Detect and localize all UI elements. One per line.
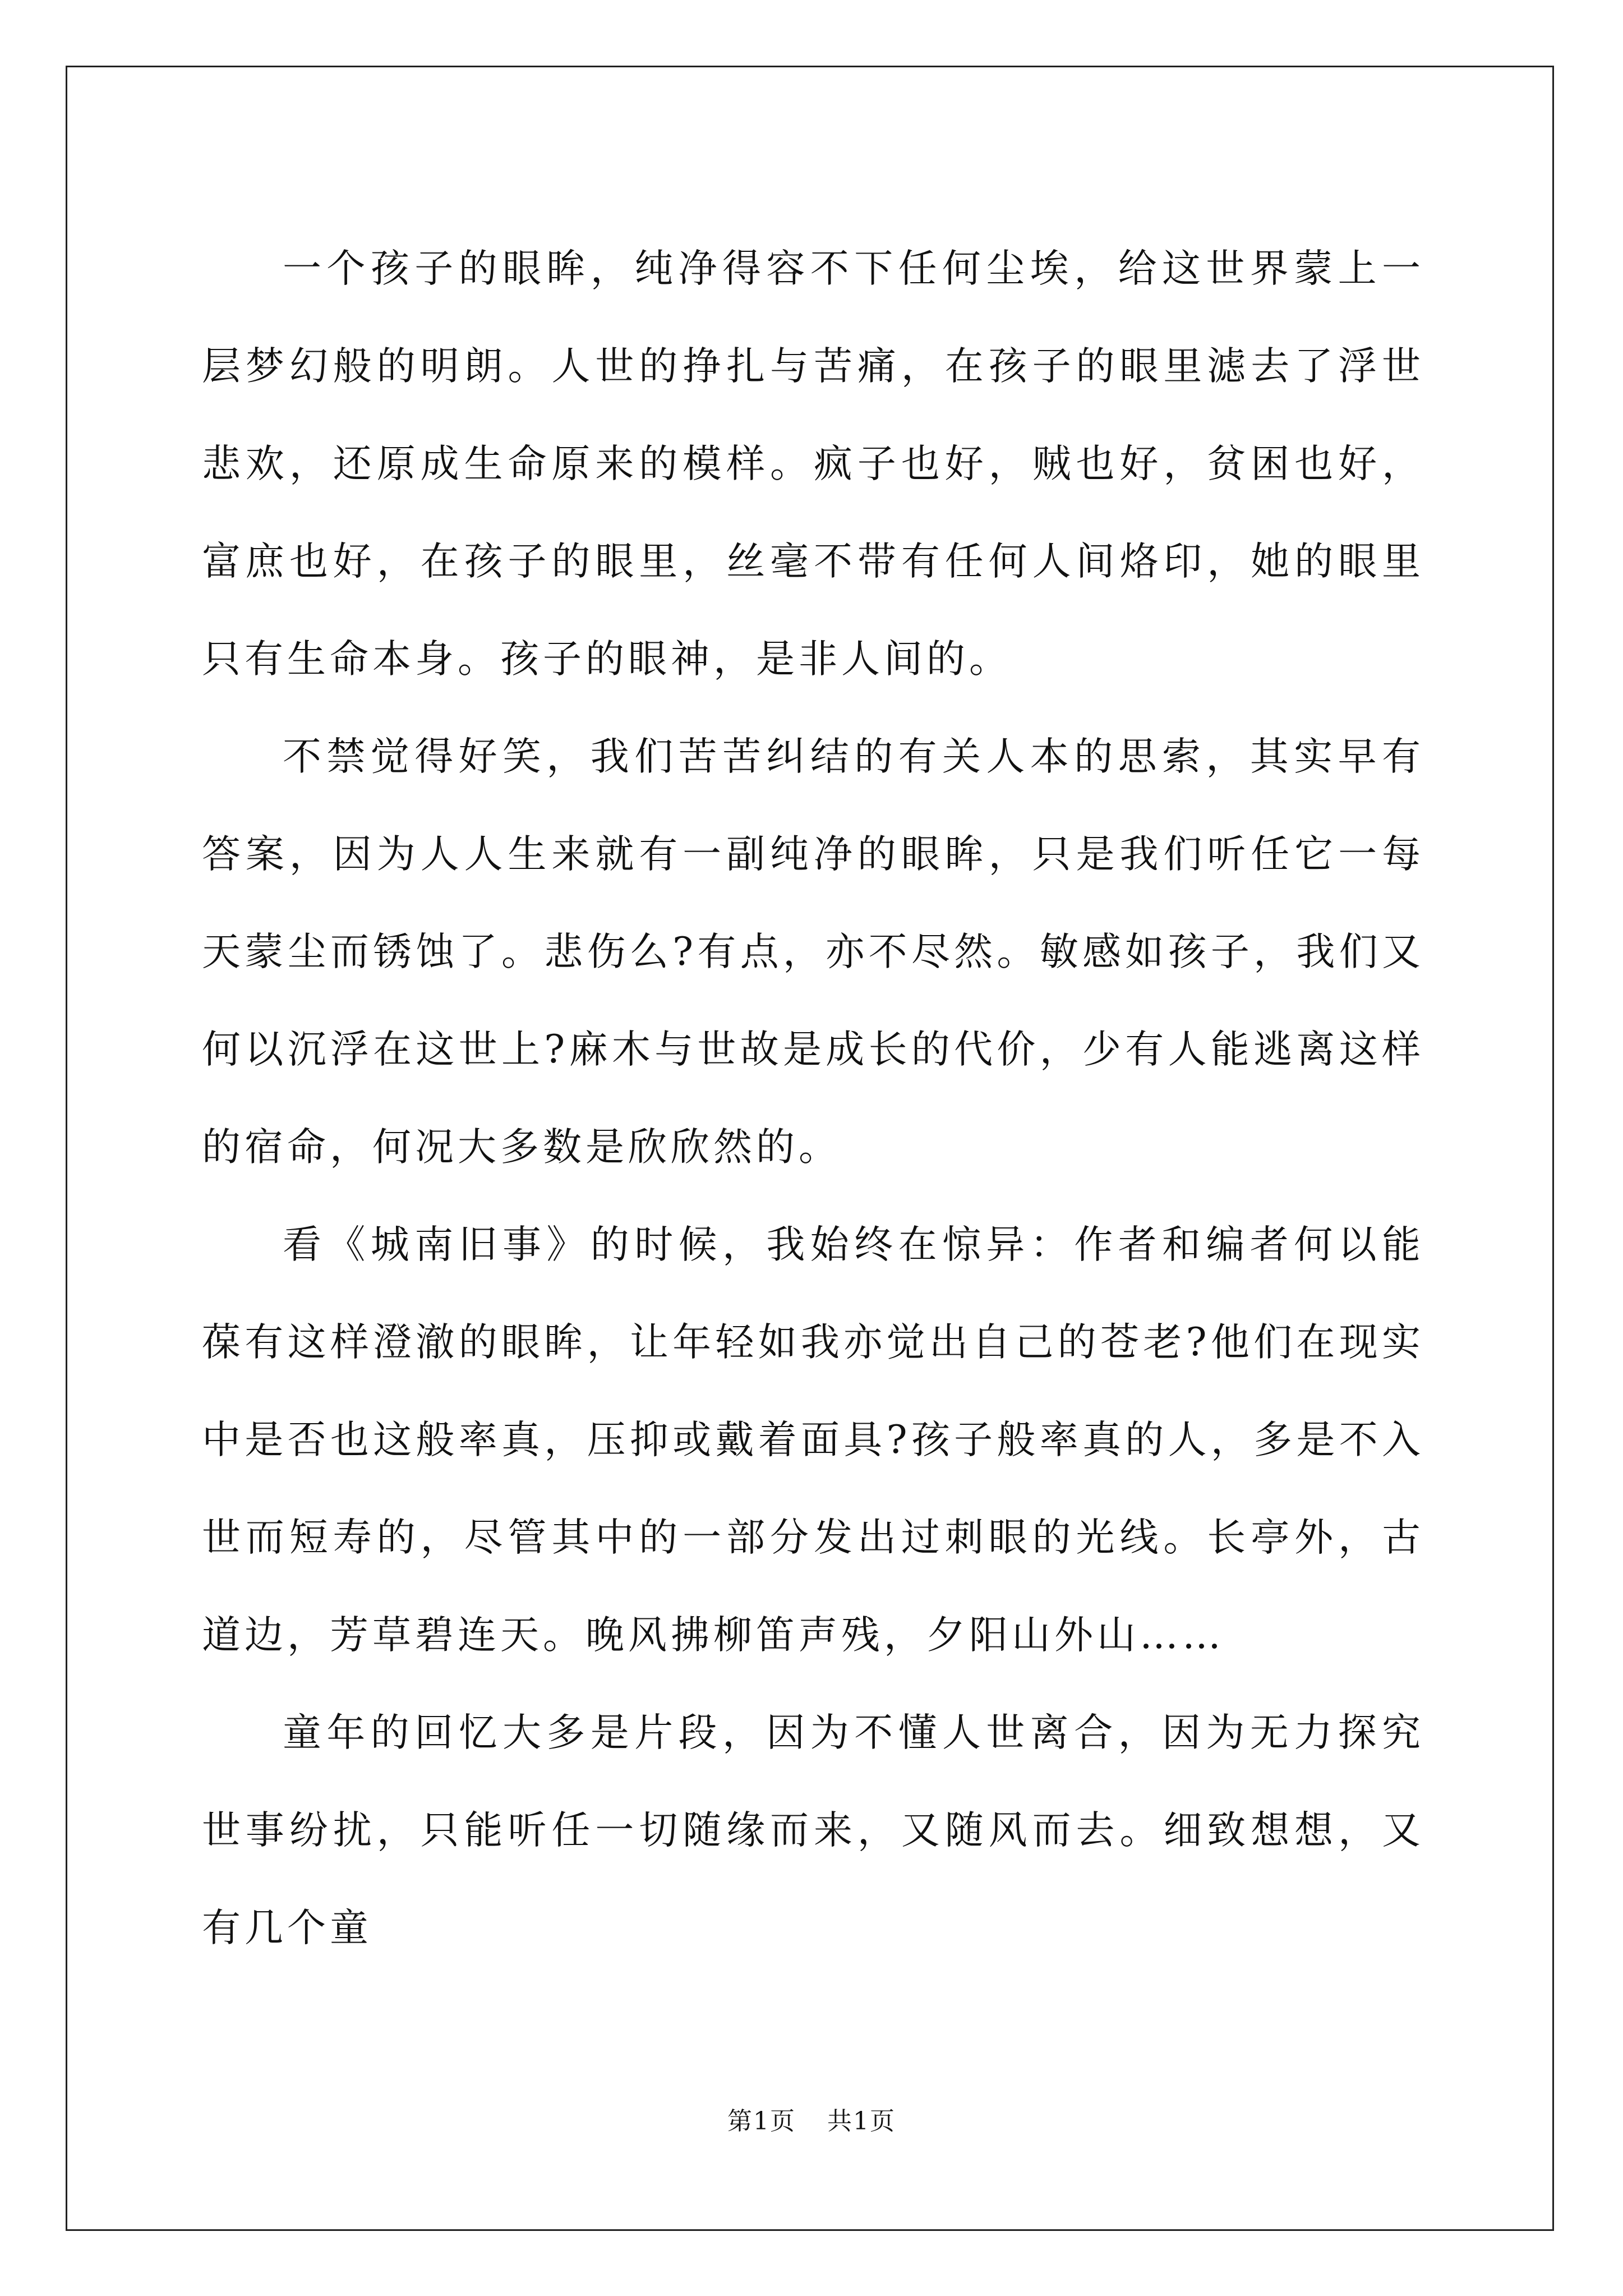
paragraph: 不禁觉得好笑，我们苦苦纠结的有关人本的思索，其实早有答案，因为人人生来就有一副纯净的眼眸，只是我们听任它一每天蒙尘而锈蚀了。悲伤么?有点，亦不尽然。敏感如孩子，我们又何以沉浮在这世上?麻木与世故是成长的代价，少有人能逃离这样的宿命，何况大多数是欣欣然的。 <box>202 734 1424 1170</box>
page-total: 共1页 <box>827 2107 896 2136</box>
paragraph: 看《城南旧事》的时候，我始终在惊异：作者和编者何以能葆有这样澄澈的眼眸，让年轻如我亦觉出自己的苍老?他们在现实中是否也这般率真，压抑或戴着面具?孩子般率真的人，多是不入世而短寿的，尽管其中的一部分发出过刺眼的光线。长亭外，古道边，芳草碧连天。晚风拂柳笛声残，夕阳山外山…… <box>202 1222 1424 1658</box>
document-body <box>202 220 1424 1977</box>
page-number: 第1页 <box>727 2107 796 2136</box>
paragraph: 童年的回忆大多是片段，因为不懂人世离合，因为无力探究世事纷扰，只能听任一切随缘而来，又随风而去。细致想想，又有几个童 <box>202 1710 1424 1950</box>
paragraph: 一个孩子的眼眸，纯净得容不下任何尘埃，给这世界蒙上一层梦幻般的明朗。人世的挣扎与苦痛，在孩子的眼里滤去了浮世悲欢，还原成生命原来的模样。疯子也好，贼也好，贫困也好，富庶也好，在孩子的眼里，丝毫不带有任何人间烙印，她的眼里只有生命本身。孩子的眼神，是非人间的。 <box>202 246 1424 682</box>
page-footer <box>0 2101 1623 2137</box>
